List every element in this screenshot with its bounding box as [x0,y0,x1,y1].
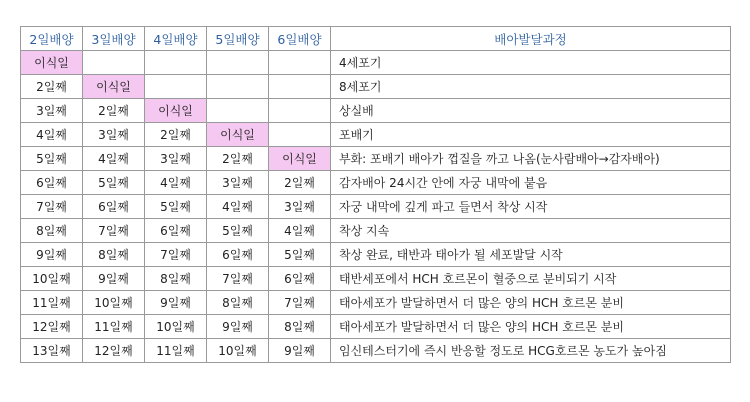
day-cell: 5일째 [21,147,83,171]
header-row [21,27,731,51]
day-cell: 8일째 [207,291,269,315]
table-row [21,123,731,147]
day-cell: 4일째 [269,219,331,243]
table-row [21,75,731,99]
transfer-day-cell: 이식일 [21,51,83,75]
empty-cell [207,75,269,99]
day-cell: 7일째 [145,243,207,267]
day-cell: 5일째 [145,195,207,219]
empty-cell [269,75,331,99]
header-5day-culture: 5일배양 [207,27,269,51]
day-cell: 10일째 [83,291,145,315]
day-cell: 2일째 [269,171,331,195]
day-cell: 2일째 [21,75,83,99]
day-cell: 10일째 [207,339,269,363]
day-cell: 6일째 [207,243,269,267]
header-3day-culture: 3일배양 [83,27,145,51]
day-cell: 4일째 [83,147,145,171]
empty-cell [269,51,331,75]
day-cell: 12일째 [83,339,145,363]
empty-cell [207,99,269,123]
embryo-development-table [20,26,731,363]
empty-cell [269,123,331,147]
development-description: 부화: 포배기 배아가 껍질을 까고 나옴(눈사람배아→감자배아) [331,147,731,171]
development-description: 태아세포가 발달하면서 더 많은 양의 HCH 호르몬 분비 [331,315,731,339]
development-description: 상실배 [331,99,731,123]
table-row [21,147,731,171]
table-row [21,171,731,195]
development-description: 포배기 [331,123,731,147]
day-cell: 3일째 [83,123,145,147]
day-cell: 9일째 [21,243,83,267]
day-cell: 11일째 [21,291,83,315]
day-cell: 6일째 [83,195,145,219]
development-description: 자궁 내막에 깊게 파고 들면서 착상 시작 [331,195,731,219]
table-row [21,243,731,267]
day-cell: 8일째 [21,219,83,243]
day-cell: 9일째 [145,291,207,315]
day-cell: 11일째 [145,339,207,363]
table-row [21,195,731,219]
day-cell: 3일째 [145,147,207,171]
day-cell: 8일째 [83,243,145,267]
table-row [21,51,731,75]
day-cell: 3일째 [207,171,269,195]
day-cell: 6일째 [145,219,207,243]
development-description: 임신테스터기에 즉시 반응할 정도로 HCG호르몬 농도가 높아짐 [331,339,731,363]
development-description: 태반세포에서 HCH 호르몬이 혈중으로 분비되기 시작 [331,267,731,291]
table-row [21,315,731,339]
header-6day-culture: 6일배양 [269,27,331,51]
transfer-day-cell: 이식일 [145,99,207,123]
day-cell: 5일째 [207,219,269,243]
day-cell: 9일째 [207,315,269,339]
empty-cell [207,51,269,75]
day-cell: 2일째 [83,99,145,123]
day-cell: 9일째 [83,267,145,291]
table-row [21,291,731,315]
day-cell: 10일째 [21,267,83,291]
day-cell: 9일째 [269,339,331,363]
table-row [21,219,731,243]
day-cell: 7일째 [21,195,83,219]
day-cell: 8일째 [145,267,207,291]
day-cell: 7일째 [269,291,331,315]
day-cell: 12일째 [21,315,83,339]
day-cell: 3일째 [21,99,83,123]
day-cell: 4일째 [21,123,83,147]
day-cell: 4일째 [207,195,269,219]
day-cell: 5일째 [269,243,331,267]
day-cell: 2일째 [145,123,207,147]
empty-cell [145,51,207,75]
day-cell: 10일째 [145,315,207,339]
empty-cell [269,99,331,123]
development-description: 8세포기 [331,75,731,99]
transfer-day-cell: 이식일 [269,147,331,171]
header-2day-culture: 2일배양 [21,27,83,51]
day-cell: 7일째 [207,267,269,291]
development-description: 4세포기 [331,51,731,75]
day-cell: 8일째 [269,315,331,339]
transfer-day-cell: 이식일 [83,75,145,99]
day-cell: 11일째 [83,315,145,339]
day-cell: 7일째 [83,219,145,243]
day-cell: 6일째 [21,171,83,195]
day-cell: 5일째 [83,171,145,195]
table-row [21,99,731,123]
development-description: 태아세포가 발달하면서 더 많은 양의 HCH 호르몬 분비 [331,291,731,315]
empty-cell [83,51,145,75]
day-cell: 4일째 [145,171,207,195]
transfer-day-cell: 이식일 [207,123,269,147]
day-cell: 3일째 [269,195,331,219]
header-4day-culture: 4일배양 [145,27,207,51]
empty-cell [145,75,207,99]
development-description: 착상 완료, 태반과 태아가 될 세포발달 시작 [331,243,731,267]
development-description: 착상 지속 [331,219,731,243]
table-row [21,339,731,363]
header-development-process: 배아발달과정 [331,27,731,51]
development-description: 감자배아 24시간 안에 자궁 내막에 붙음 [331,171,731,195]
day-cell: 2일째 [207,147,269,171]
day-cell: 6일째 [269,267,331,291]
table-row [21,267,731,291]
day-cell: 13일째 [21,339,83,363]
table-body [21,51,731,363]
